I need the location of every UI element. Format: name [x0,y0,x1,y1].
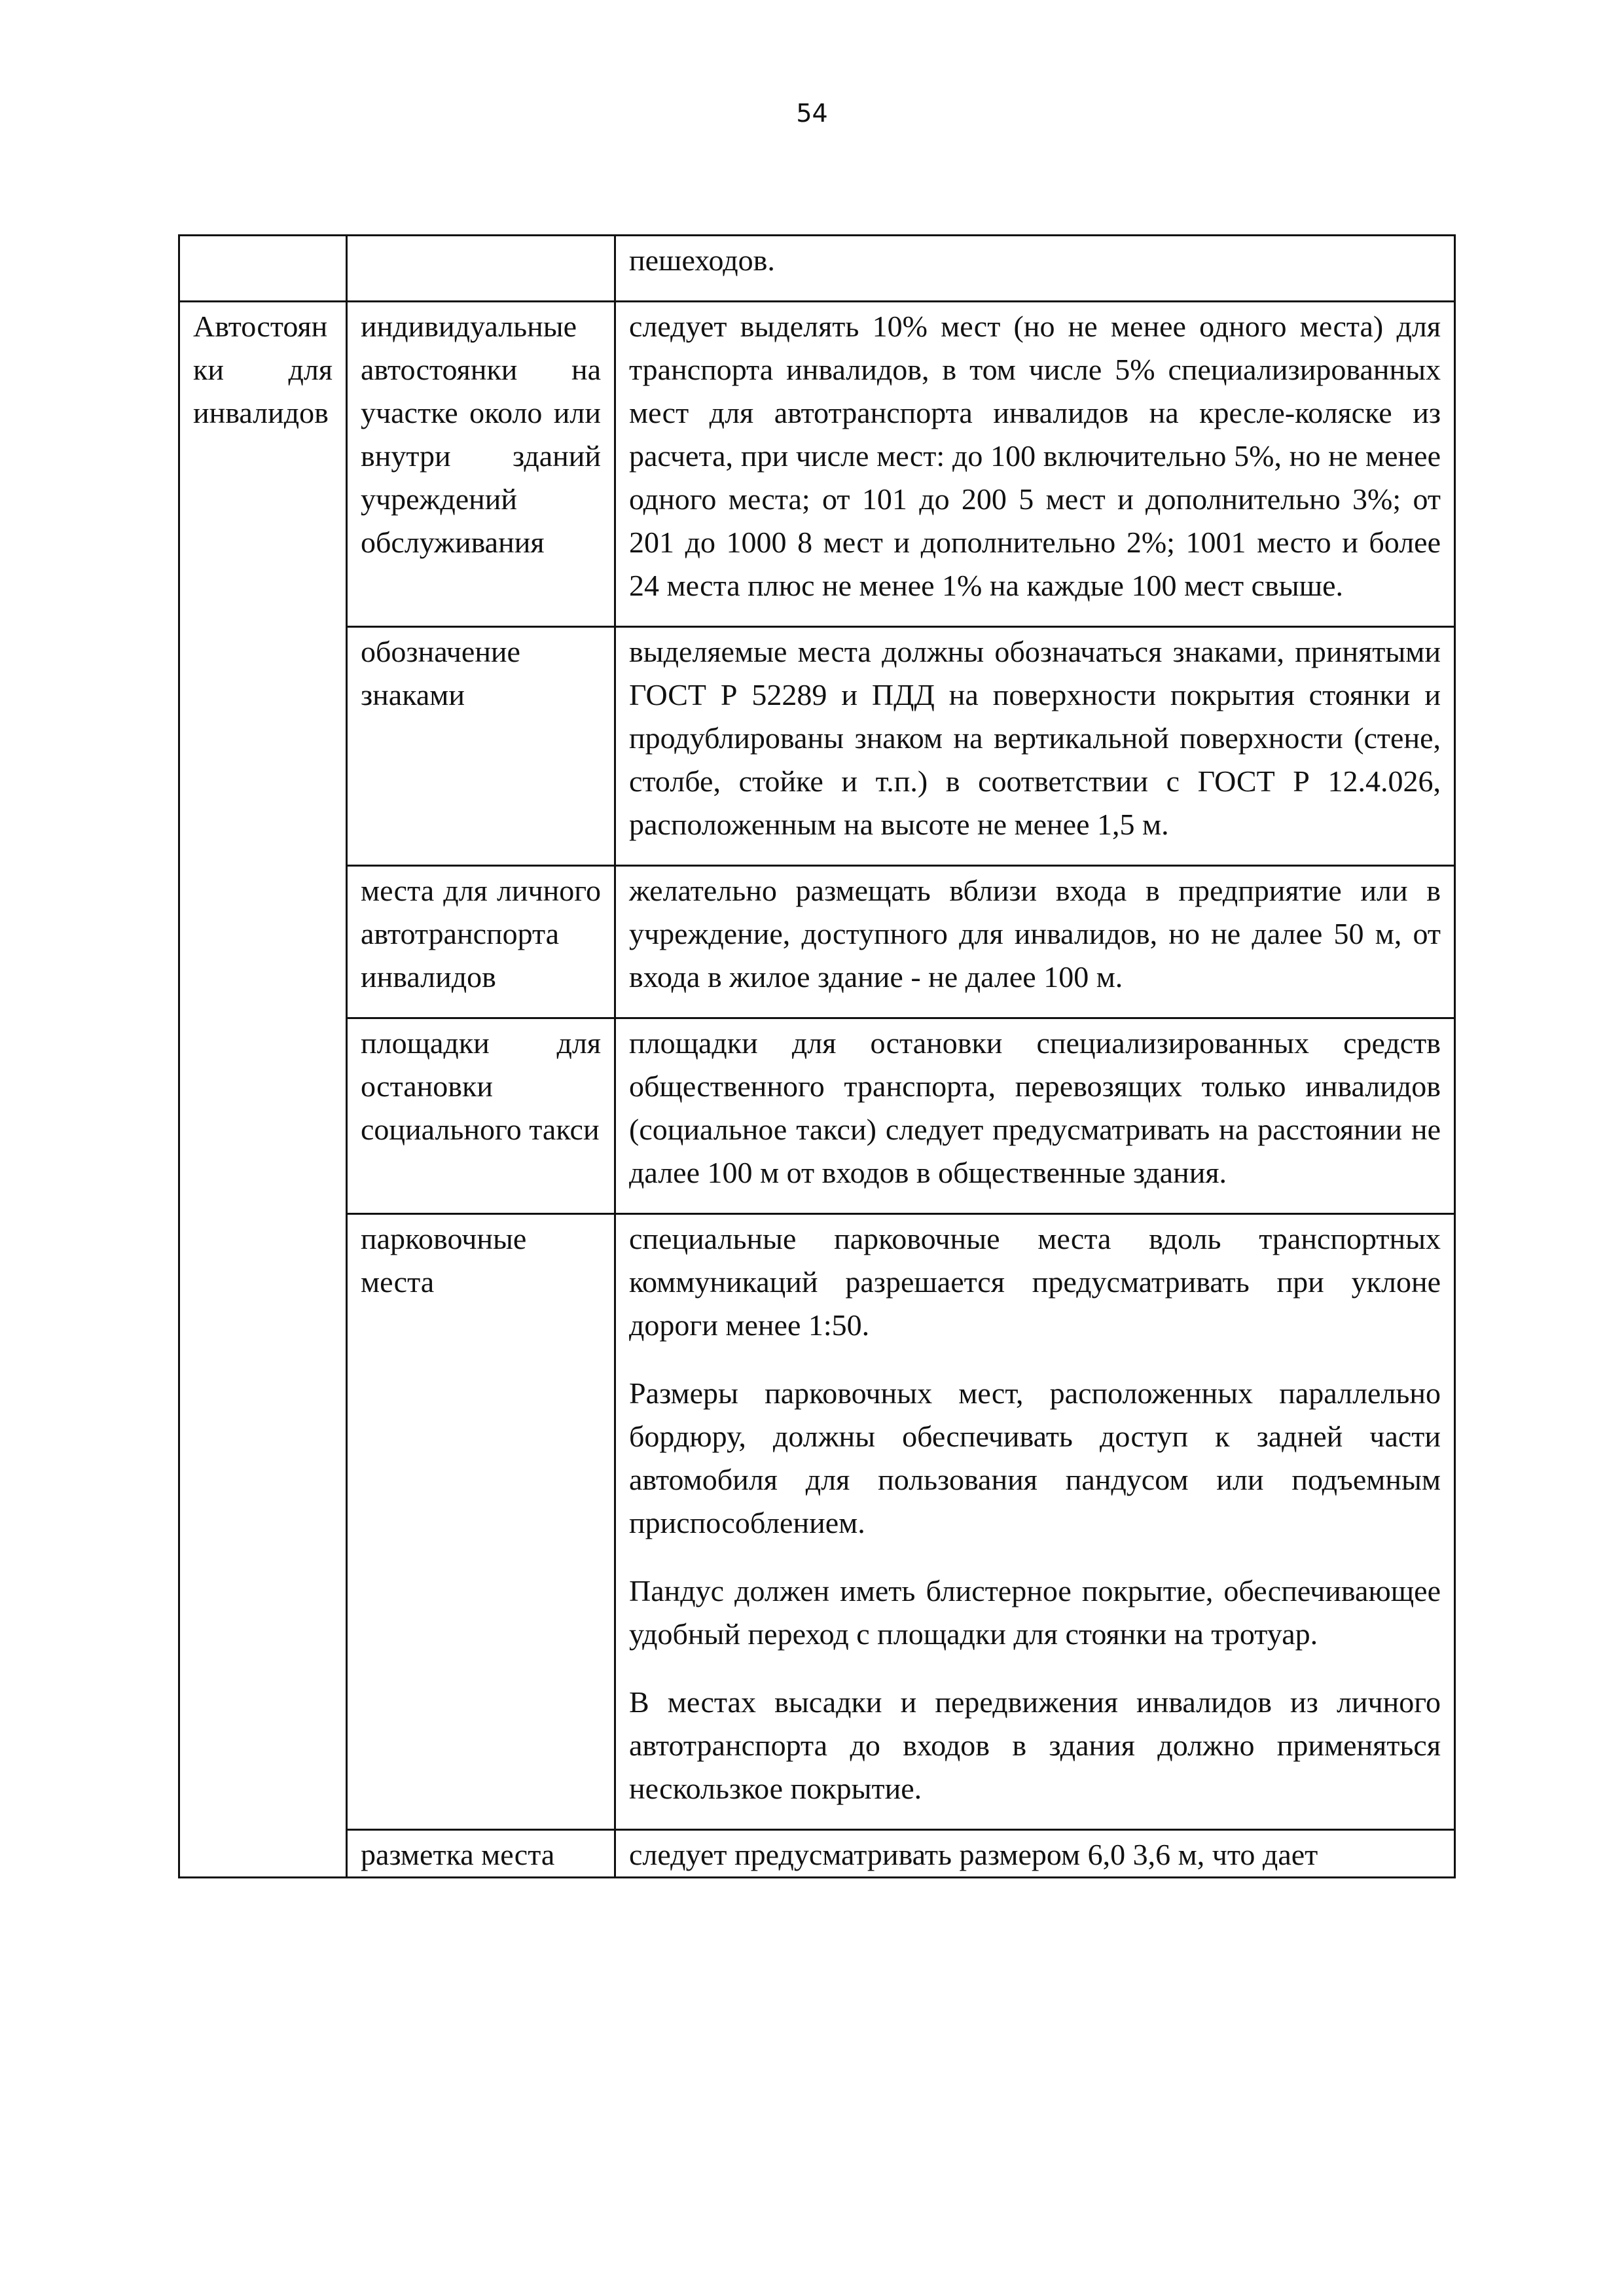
cell-item: парковочные места [347,1214,615,1830]
cell-requirement [615,1214,1455,1830]
table-row [179,302,1455,627]
cell-requirement [615,866,1455,1018]
requirement-paragraph: Размеры парковочных мест, расположенных параллельно бордюру, должны обеспечивать доступ к задней части автомобиля для пользования пандусом или подъемным приспособлением. [629,1376,1441,1539]
requirement-paragraph: В местах высадки и передвижения инвалидов из личного автотранспорта до входов в здания должно применяться нескользкое покрытие. [629,1685,1441,1805]
requirement-paragraph: специальные парковочные места вдоль транспортных коммуникаций разрешается предусматривать при уклоне дороги менее 1:50. [629,1222,1441,1342]
cell-item: обозначение знаками [347,627,615,866]
cell-item: места для личного автотранспорта инвалидов [347,866,615,1018]
cell-requirement [615,1830,1455,1878]
table-row [179,1830,1455,1878]
requirement-paragraph: желательно размещать вблизи входа в предприятие или в учреждение, доступного для инвалидов, но не далее 50 м, от входа в жилое здание - не далее 100 м. [629,874,1441,994]
table-row [179,1214,1455,1830]
table-row [179,866,1455,1018]
cell-item: площадки для остановки социального такси [347,1018,615,1214]
requirements-table [178,234,1456,1878]
cell-requirement [615,1018,1455,1214]
cell-requirement [615,627,1455,866]
cell-category [179,236,347,302]
table-row [179,627,1455,866]
cell-item: индивидуальные автостоянки на участке около или внутри зданий учреждений обслуживания [347,302,615,627]
table-row [179,236,1455,302]
cell-requirement [615,302,1455,627]
requirement-paragraph: Пандус должен иметь блистерное покрытие, обеспечивающее удобный переход с площадки для стоянки на тротуар. [629,1574,1441,1651]
cell-requirement [615,236,1455,302]
requirement-paragraph: пешеходов. [629,243,775,277]
cell-category: Автостоянки для инвалидов [179,302,347,1878]
requirement-paragraph: площадки для остановки специализированных средств общественного транспорта, перевозящих только инвалидов (социальное такси) следует предусматривать на расстоянии не далее 100 м от входов в общественные здания. [629,1026,1441,1189]
table-row [179,1018,1455,1214]
requirement-paragraph: следует предусматривать размером 6,0 3,6 м, что дает [629,1838,1318,1871]
requirement-paragraph: выделяемые места должны обозначаться знаками, принятыми ГОСТ Р 52289 и ПДД на поверхности покрытия стоянки и продублированы знаком на вертикальной поверхности (стене, столбе, стойке и т.п.) в соответствии с ГОСТ Р 12.4.026, расположенным на высоте не менее 1,5 м. [629,635,1441,841]
cell-item: разметка места [347,1830,615,1878]
cell-item [347,236,615,302]
requirement-paragraph: следует выделять 10% мест (но не менее одного места) для транспорта инвалидов, в том числе 5% специализированных мест для автотранспорта инвалидов на кресле-коляске из расчета, при числе мест: до 100 включительно 5%, но не менее одного места; от 101 до 200 5 мест и дополнительно 3%; от 201 до 1000 8 мест и дополнительно 2%; 1001 место и более 24 места плюс не менее 1% на каждые 100 мест свыше. [629,310,1441,602]
page-number: 54 [796,99,828,128]
